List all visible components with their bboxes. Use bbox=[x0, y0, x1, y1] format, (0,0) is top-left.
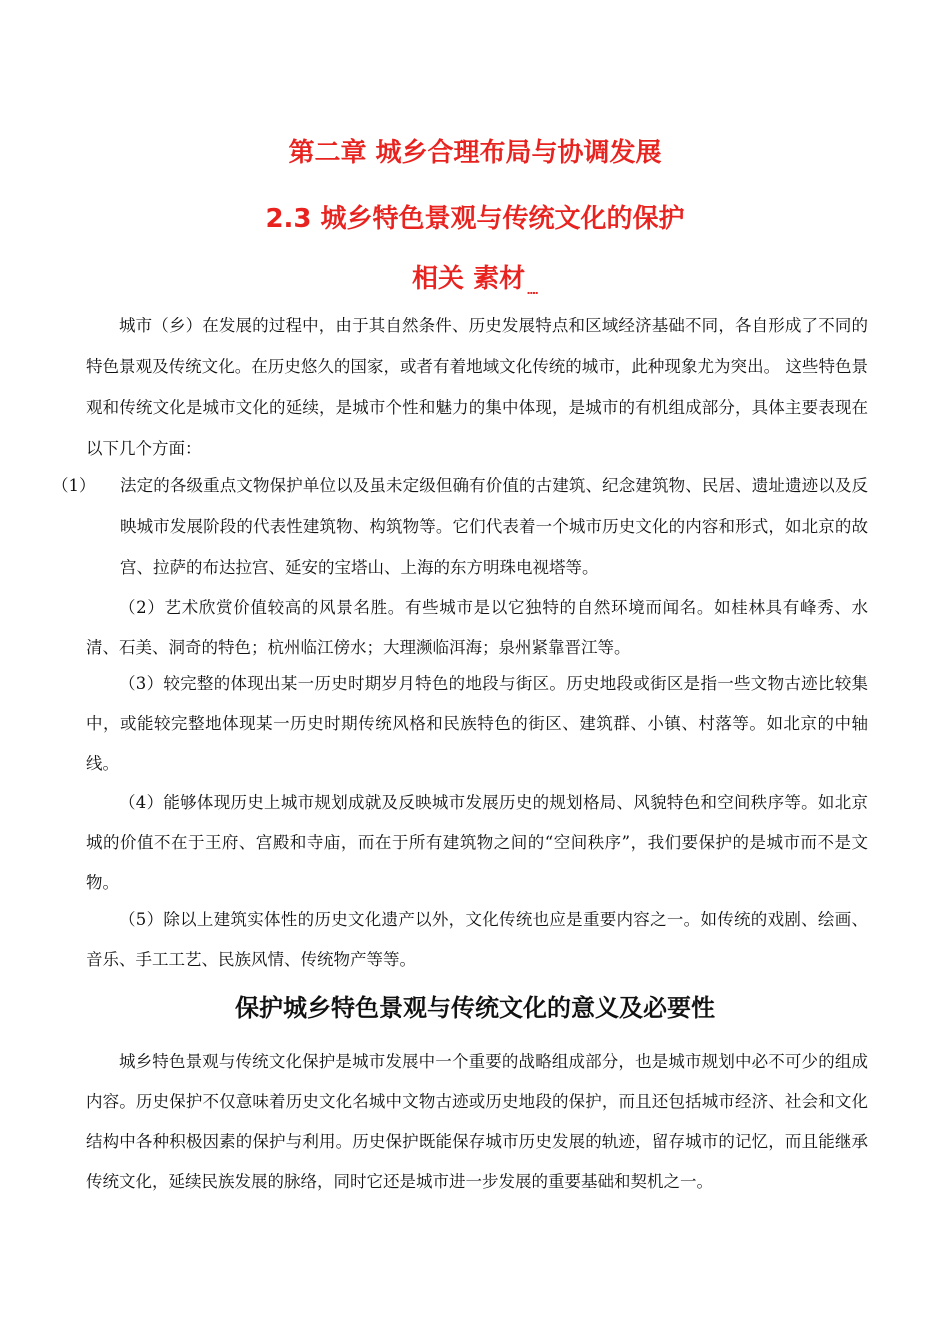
tiny-watermark-mark: ▪▪▪▪ bbox=[527, 290, 538, 295]
material-title-text: 相关 素材 bbox=[412, 264, 526, 294]
intro-paragraph: 城市（乡）在发展的过程中，由于其自然条件、历史发展特点和区域经济基础不同，各自形成了不同的特色景观及传统文化。在历史悠久的国家，或者有着地域文化传统的城市，此种现象尤为突出。 这些特色景观和传统文化是城市文化的延续，是城市个性和魅力的集中体现，是城市的有机组成部分，具体主要表现在以下几个方面： bbox=[86, 316, 868, 458]
item-3-text: （3）较完整的体现出某一历史时期岁月特色的地段与街区。历史地段或街区是指一些文物古迹比较集中，或能较完整地体现某一历史时期传统风格和民族特色的街区、建筑群、小镇、村落等。如北京的中轴线。 bbox=[86, 674, 868, 773]
significance-paragraph: 城乡特色景观与传统文化保护是城市发展中一个重要的战略组成部分，也是城市规划中必不可少的组成内容。历史保护不仅意味着历史文化名城中文物古迹或历史地段的保护，而且还包括城市经济、社会和文化结构中各种积极因素的保护与利用。历史保护既能保存城市历史发展的轨迹，留存城市的记忆，而且能继承传统文化，延续民族发展的脉络，同时它还是城市进一步发展的重要基础和契机之一。 bbox=[86, 1052, 868, 1191]
item-1-text: 法定的各级重点文物保护单位以及虽未定级但确有价值的古建筑、纪念建筑物、民居、遗址遗迹以及反映城市发展阶段的代表性建筑物、构筑物等。它们代表着一个城市历史文化的内容和形式，如北京的故宫、拉萨的布达拉宫、延安的宝塔山、上海的东方明珠电视塔等。 bbox=[120, 476, 868, 577]
significance-heading: 保护城乡特色景观与传统文化的意义及必要性 bbox=[235, 994, 715, 1022]
item-4-text: （4）能够体现历史上城市规划成就及反映城市发展历史的规划格局、风貌特色和空间秩序等。如北京城的价值不在于王府、宫殿和寺庙，而在于所有建筑物之间的“空间秩序”，我们要保护的是城市而不是文物。 bbox=[86, 793, 868, 892]
item-2-text: （2）艺术欣赏价值较高的风景名胜。有些城市是以它独特的自然环境而闻名。如桂林具有峰秀、水清、石美、洞奇的特色；杭州临江傍水；大理濒临洱海；泉州紧靠晋江等。 bbox=[86, 598, 868, 657]
item-5-text: （5）除以上建筑实体性的历史文化遗产以外，文化传统也应是重要内容之一。如传统的戏剧、绘画、音乐、手工工艺、民族风情、传统物产等等。 bbox=[86, 910, 868, 969]
chapter-title: 第二章 城乡合理布局与协调发展 bbox=[288, 138, 662, 168]
section-title: 2.3 城乡特色景观与传统文化的保护 bbox=[265, 204, 685, 234]
material-title bbox=[0, 258, 950, 295]
item-1-number: （1） bbox=[52, 476, 96, 495]
